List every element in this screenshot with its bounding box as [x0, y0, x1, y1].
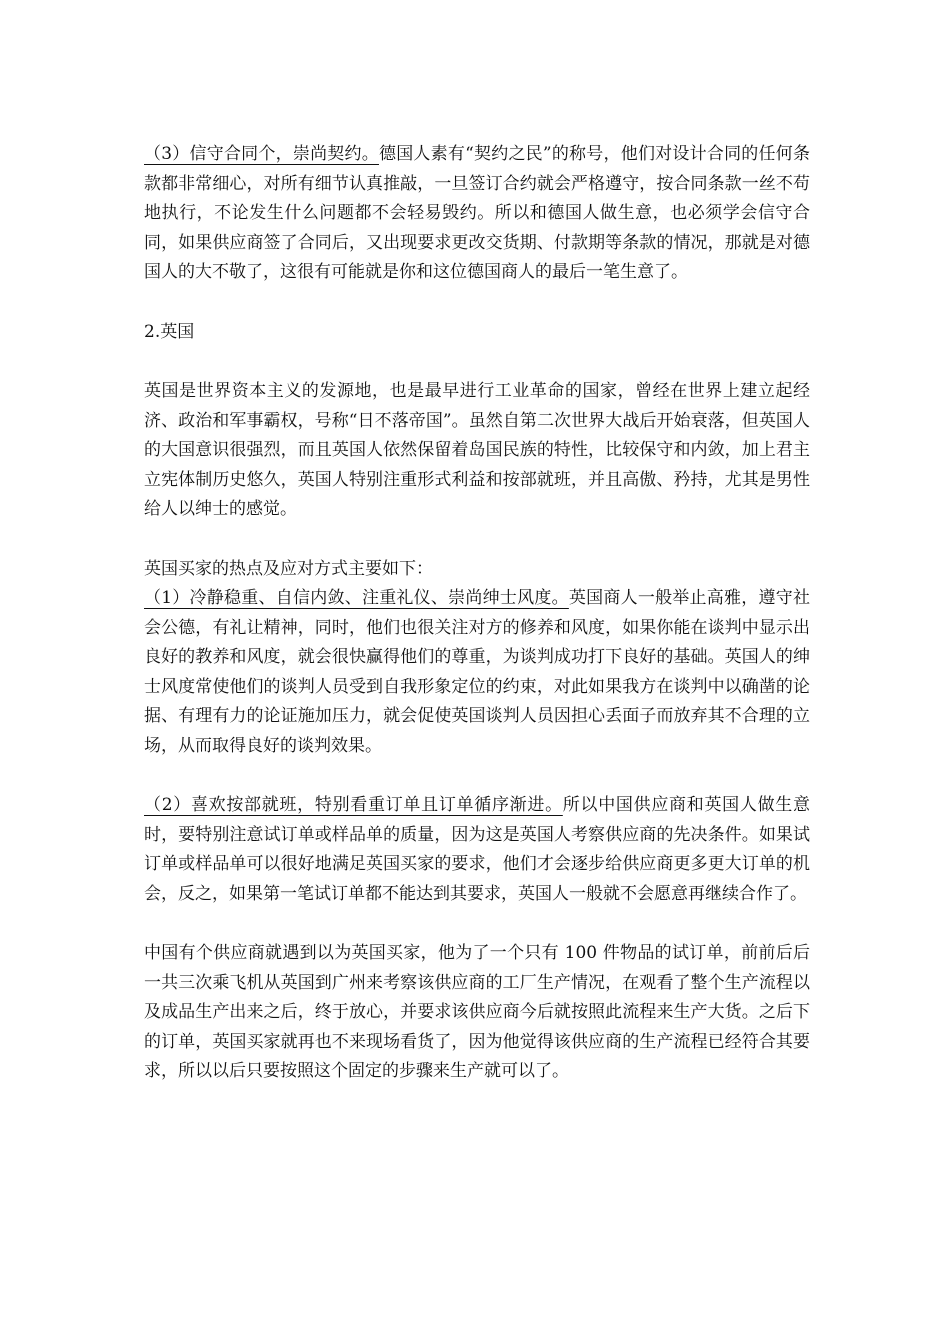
- section-heading: 2.英国: [144, 321, 195, 342]
- paragraph-uk-overview: 英国是世界资本主义的发源地，也是最早进行工业革命的国家，曾经在世界上建立起经济、政治和军事霸权，号称“日不落帝国”。虽然自第二次世界大战后开始衰落，但英国人的大国意识很强烈，而且英国人依然保留着岛国民族的特性，比较保守和内敛，加上君主立宪体制历史悠久，英国人特别注重形式利益和按部就班，并且高傲、矜持，尤其是男性给人以绅士的感觉。: [144, 381, 810, 519]
- paragraph-contract: [144, 140, 810, 288]
- paragraph-lead: （1）冷静稳重、自信内敛、注重礼仪、崇尚绅士风度。: [144, 588, 569, 608]
- paragraph-lead: （3）信守合同个，崇尚契约。: [144, 144, 379, 164]
- paragraph-lead: （2）喜欢按部就班，特别看重订单且订单循序渐进。: [144, 795, 563, 815]
- paragraph-body: 英国商人一般举止高雅，遵守社会公德，有礼让精神，同时，他们也很关注对方的修养和风度，如果你能在谈判中显示出良好的教养和风度，就会很快赢得他们的尊重，为谈判成功打下良好的基础。英国人的绅士风度常使他们的谈判人员受到自我形象定位的约束，对此如果我方在谈判中以确凿的论据、有理有力的论证施加压力，就会促使英国谈判人员因担心丢面子而放弃其不合理的立场，从而取得良好的谈判效果。: [144, 588, 810, 756]
- paragraph-orders: [144, 791, 810, 909]
- paragraph-intro: 英国买家的热点及应对方式主要如下：: [144, 558, 433, 579]
- paragraph-body: 所以中国供应商和英国人做生意时，要特别注意试订单或样品单的质量，因为这是英国人考察供应商的先决条件。如果试订单或样品单可以很好地满足英国买家的要求，他们才会逐步给供应商更多更大订单的机会，反之，如果第一笔试订单都不能达到其要求，英国人一般就不会愿意再继续合作了。: [144, 795, 810, 904]
- paragraph-gentleman: [144, 584, 810, 761]
- paragraph-example: 中国有个供应商就遇到以为英国买家，他为了一个只有 100 件物品的试订单，前前后后一共三次乘飞机从英国到广州来考察该供应商的工厂生产情况，在观看了整个生产流程以及成品生产出来之后，终于放心，并要求该供应商今后就按照此流程来生产大货。之后下的订单，英国买家就再也不来现场看货了，因为他觉得该供应商的生产流程已经符合其要求，所以以后只要按照这个固定的步骤来生产就可以了。: [144, 943, 810, 1081]
- paragraph-body: 德国人素有“契约之民”的称号，他们对设计合同的任何条款都非常细心，对所有细节认真推敲，一旦签订合约就会严格遵守，按合同条款一丝不苟地执行，不论发生什么问题都不会轻易毁约。所以和德国人做生意，也必须学会信守合同，如果供应商签了合同后，又出现要求更改交货期、付款期等条款的情况，那就是对德国人的大不敬了，这很有可能就是你和这位德国商人的最后一笔生意了。: [144, 144, 810, 282]
